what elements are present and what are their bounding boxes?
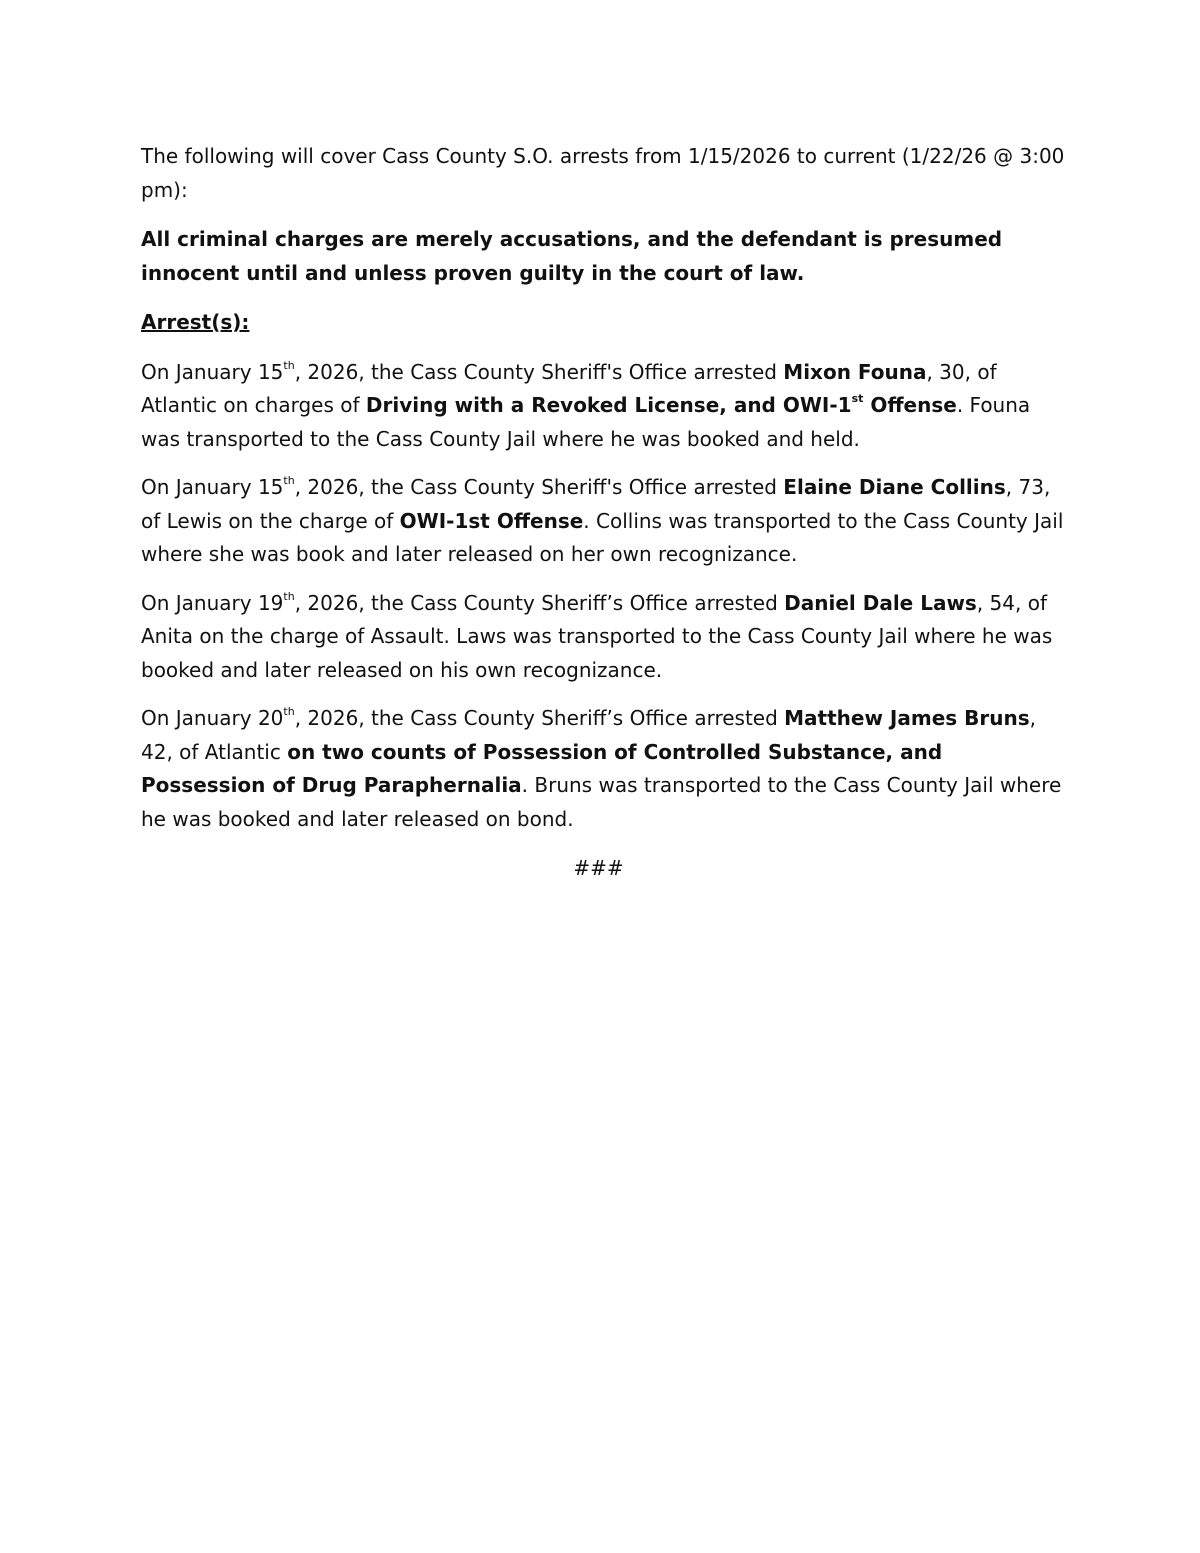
disclaimer-paragraph: All criminal charges are merely accusations, and the defendant is presumed innocent until and unless proven guilty in the court of law. xyxy=(141,227,1003,285)
arrestee-age-residence: , 54, of Anita on the charge of Assault. Laws was transported to the Cass County Jail where he was booked and later released on his own recognizance. xyxy=(141,590,1053,682)
arrest-date: On January 15 xyxy=(141,359,284,384)
date-ordinal: th xyxy=(283,358,295,372)
arrest-date: On January 15 xyxy=(141,475,284,499)
document-page xyxy=(141,140,1066,901)
arrest-agency-text: , 2026, the Cass County Sheriff’s Office arrested xyxy=(294,590,785,615)
arrestee-name: Daniel Dale Laws xyxy=(784,590,977,615)
arrest-outcome: . Founa was transported to the Cass County Jail where he was booked and held. xyxy=(141,393,1031,451)
arrest-paragraph-bruns xyxy=(141,702,1066,836)
arrestee-age-residence: , 30, of Atlantic on charges of xyxy=(141,359,997,417)
arrest-charges: Driving with a Revoked License, and OWI-1st Offense xyxy=(365,392,957,417)
intro-paragraph: The following will cover Cass County S.O. arrests from 1/15/2026 to current (1/22/26 @ 3:00 pm): xyxy=(141,144,1065,202)
end-of-release-mark: ### xyxy=(573,856,624,880)
date-ordinal: th xyxy=(283,589,295,603)
arrestee-name: Matthew James Bruns xyxy=(784,706,1030,730)
arrest-paragraph-founa xyxy=(141,356,1066,457)
arrests-heading: Arrest(s): xyxy=(141,310,250,334)
arrest-date: On January 19 xyxy=(141,590,284,615)
arrest-charges: on two counts of Possession of Controlled Substance, and Possession of Drug Paraphernalia xyxy=(141,739,943,797)
arrestee-age-residence: , 42, of Atlantic xyxy=(141,706,1036,764)
arrestee-name: Elaine Diane Collins xyxy=(783,475,1006,499)
charge-ordinal: st xyxy=(851,392,864,406)
arrest-date: On January 20 xyxy=(141,706,284,730)
arrest-agency-text: , 2026, the Cass County Sheriff's Office arrested xyxy=(294,359,784,384)
arrest-paragraph-collins xyxy=(141,471,1066,572)
arrest-outcome: . Bruns was transported to the Cass County Jail where he was booked and later released on bond. xyxy=(141,773,1062,831)
arrestee-age-residence: , 73, of Lewis on the charge of xyxy=(141,475,1051,533)
arrest-paragraph-laws xyxy=(141,587,1066,688)
arrestee-name: Mixon Founa xyxy=(783,359,927,384)
arrest-charges: OWI-1st Offense xyxy=(399,508,584,533)
arrest-agency-text: , 2026, the Cass County Sheriff's Office arrested xyxy=(294,475,784,499)
arrest-outcome: . Collins was transported to the Cass County Jail where she was book and later released on her own recognizance. xyxy=(141,508,1064,566)
date-ordinal: th xyxy=(283,474,295,488)
date-ordinal: th xyxy=(283,705,295,719)
arrest-agency-text: , 2026, the Cass County Sheriff’s Office arrested xyxy=(294,706,785,730)
